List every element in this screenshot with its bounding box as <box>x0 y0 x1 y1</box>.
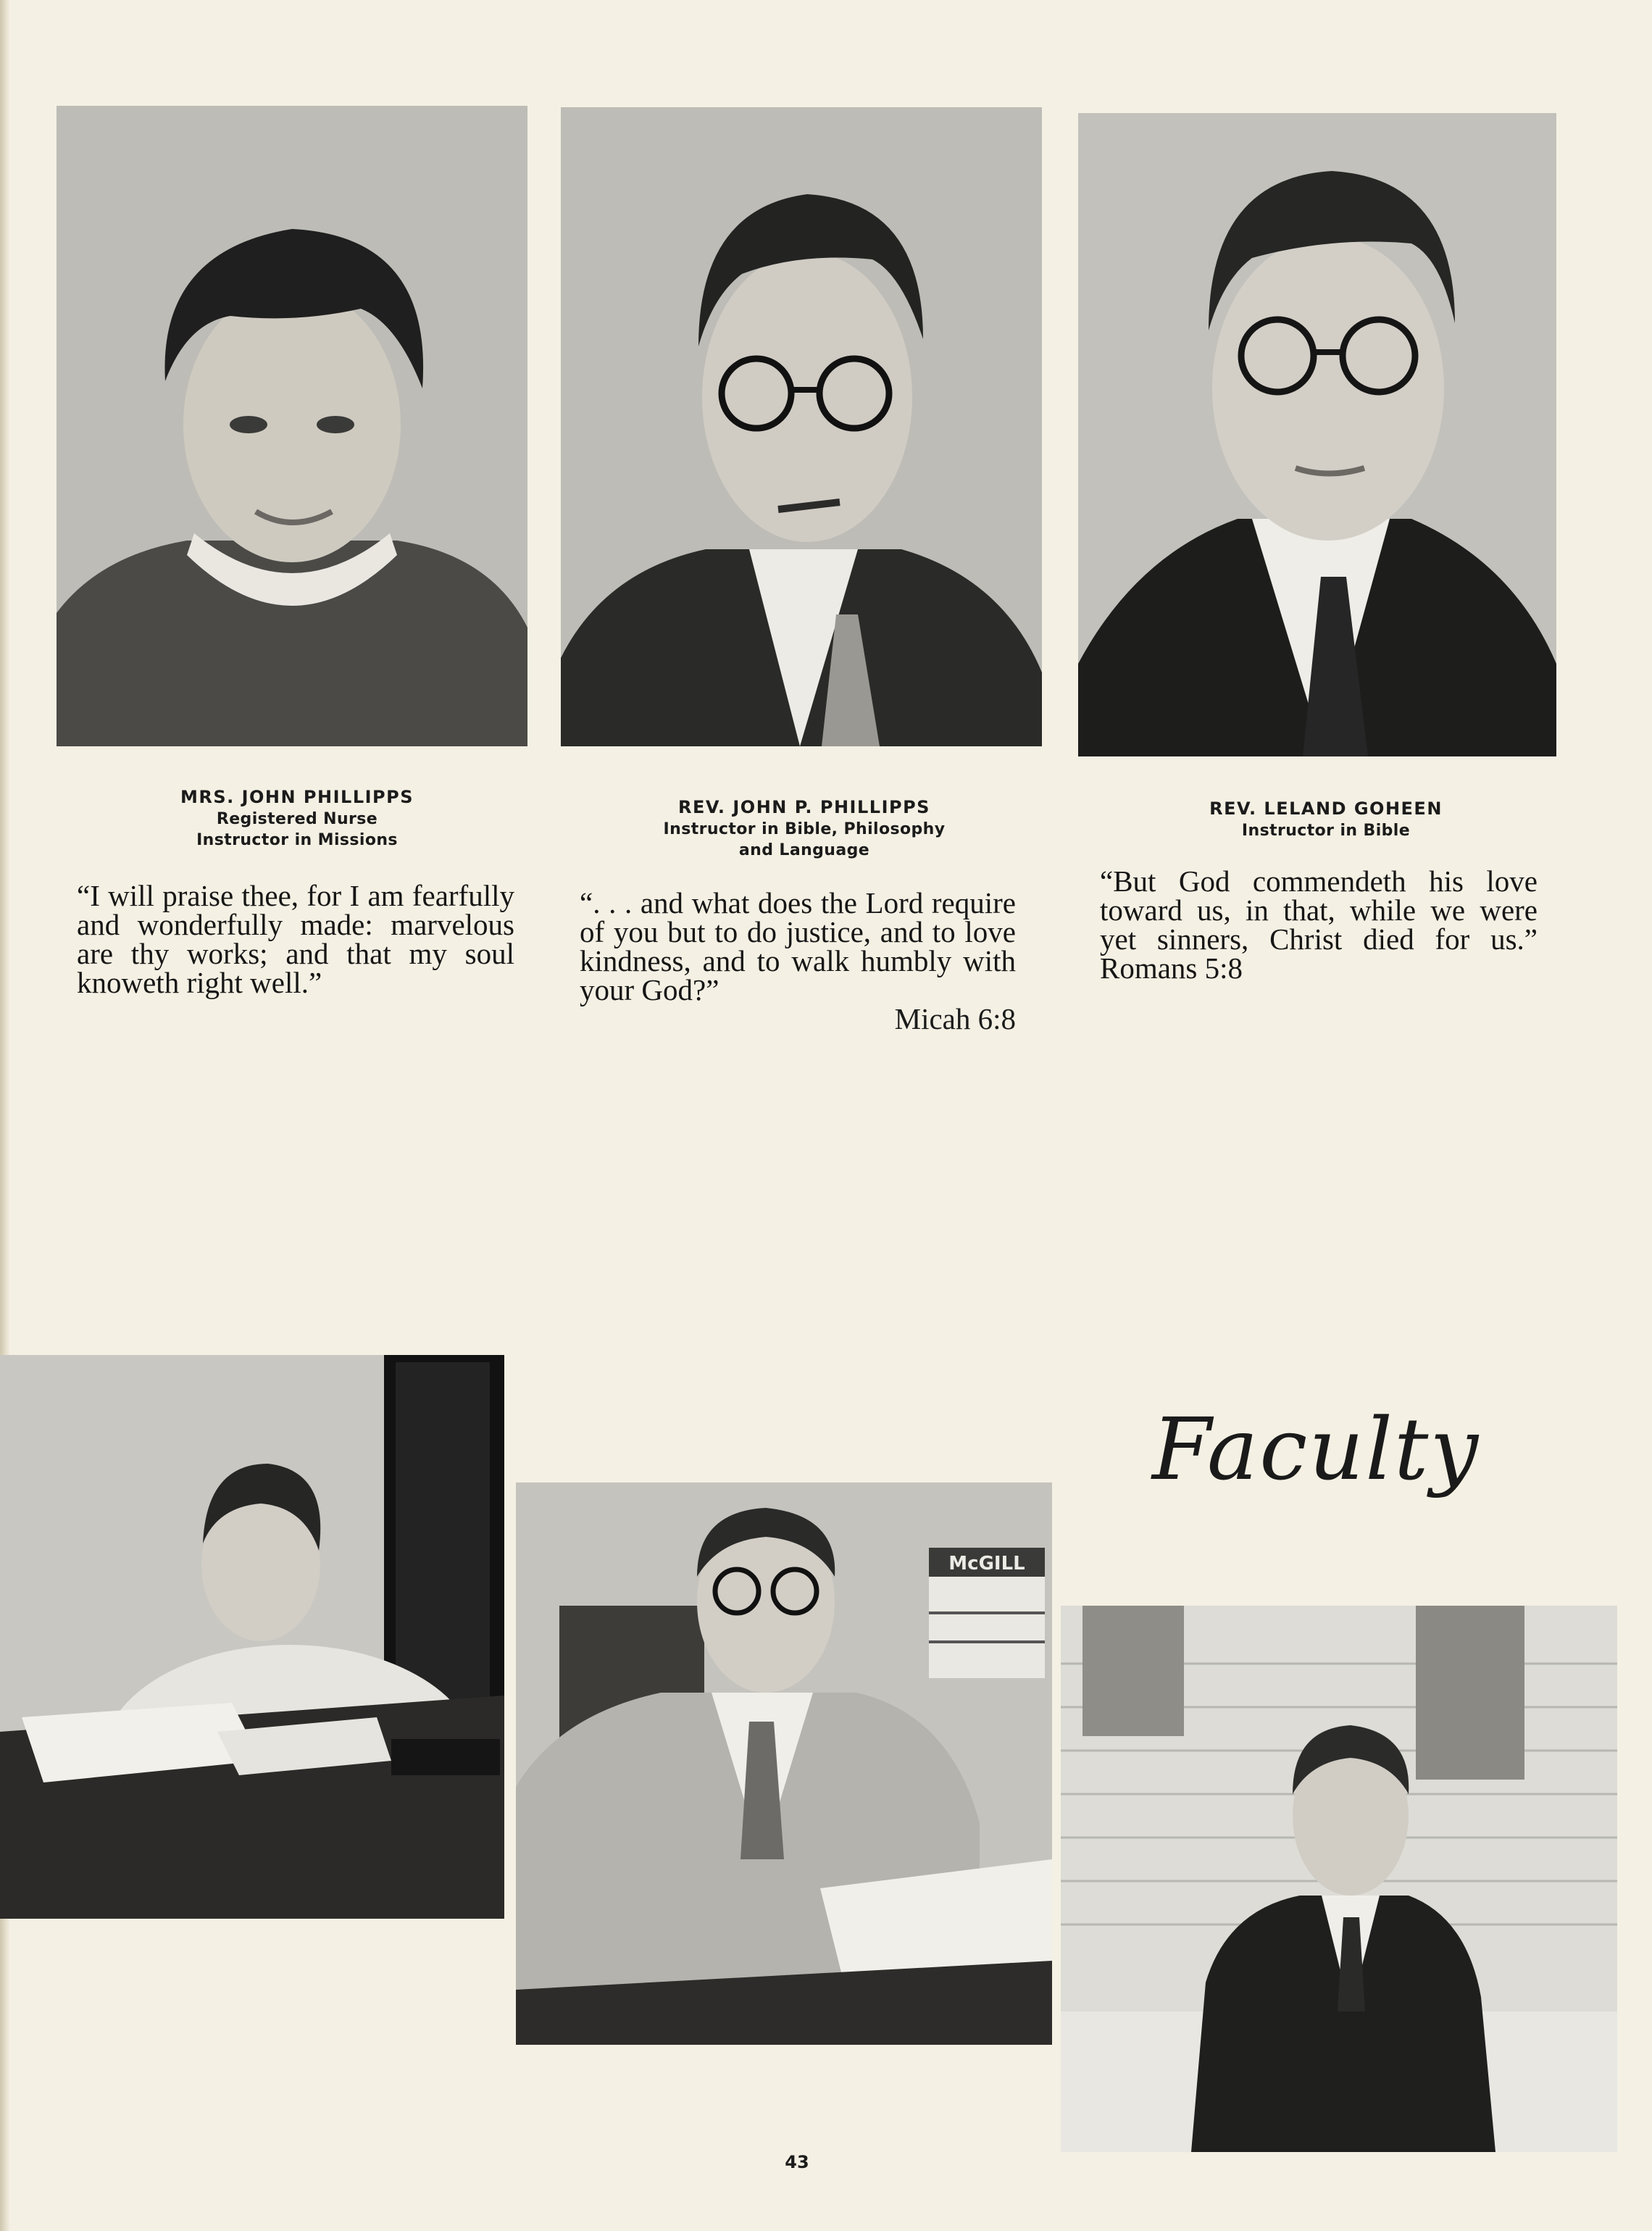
person-name: MRS. JOHN PHILLIPPS <box>180 787 414 807</box>
quote-rev-leland-goheen: “But God commendeth his love toward us, in that, while we were yet sinners, Christ died for us.” Romans 5:8 <box>1100 864 1538 985</box>
section-title-faculty: Faculty <box>1152 1399 1480 1499</box>
candid-photo-man-outdoors <box>1061 1606 1617 2152</box>
portrait-photo-mrs-john-phillipps <box>57 106 527 746</box>
person-role-line: Instructor in Bible, Philosophy <box>663 820 946 838</box>
caption-mrs-john-phillipps <box>80 785 514 851</box>
candid-photo-woman-at-desk <box>0 1355 504 1919</box>
person-role-line: and Language <box>738 841 870 859</box>
caption-rev-john-p-phillipps <box>587 796 1022 861</box>
portrait-photo-rev-john-p-phillipps <box>561 107 1042 746</box>
person-name: REV. JOHN P. PHILLIPPS <box>678 797 930 817</box>
quote-rev-john-p-phillipps: “. . . and what does the Lord require of you but to do justice, and to love kindness, and to walk humbly with your God?” <box>580 886 1016 1006</box>
caption-rev-leland-goheen <box>1109 797 1543 841</box>
portrait-photo-rev-leland-goheen <box>1078 113 1556 756</box>
person-role-line: Instructor in Bible <box>1241 822 1411 840</box>
candid-photo-man-at-desk <box>516 1483 1052 2045</box>
quote-mrs-john-phillipps: “I will praise thee, for I am fearfully and wonderfully made: marvelous are thy works; and that my soul knoweth right well.” <box>77 879 514 999</box>
person-role-line: Instructor in Missions <box>196 831 398 849</box>
person-role-line: Registered Nurse <box>216 810 378 828</box>
page-number: 43 <box>785 2152 809 2172</box>
citation-micah: Micah 6:8 <box>894 1002 1016 1035</box>
person-name: REV. LELAND GOHEEN <box>1209 798 1443 819</box>
calendar-label: McGILL <box>948 1553 1025 1575</box>
